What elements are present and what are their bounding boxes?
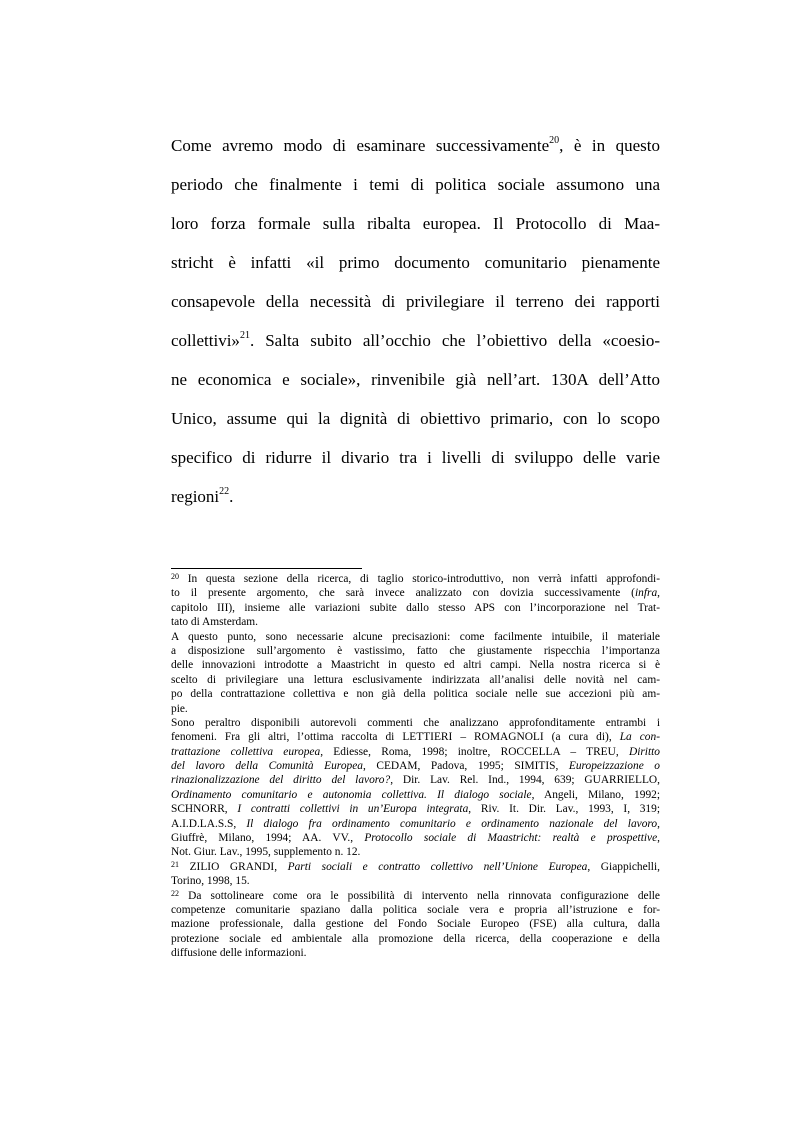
paragraph-line: Unico, assume qui la dignità di obiettivo primario, con lo scopo (171, 409, 660, 428)
footnote-20-line: del lavoro della Comunità Europea, CEDAM, Padova, 1995; SIMITIS, Europeizzazione o (171, 760, 661, 773)
footnote-20-line: delle innovazioni introdotte a Maastricht in questo ed altri campi. Nella nostra ricerca si è (171, 659, 660, 672)
footnote-20-line: po della contrattazione collettiva e non già della politica sociale nelle sue accezioni più am- (171, 688, 660, 701)
footnote-20-line: Sono peraltro disponibili autorevoli commenti che analizzano approfonditamente entrambi i (171, 716, 660, 729)
footnote-22-line: mazione professionale, dalla gestione del Fondo Sociale Europeo (FSE) alla cultura, dalla (171, 918, 660, 931)
footnote-20-line: capitolo III), insieme alle variazioni subite dallo stesso APS con l’incorporazione nel Trat- (171, 601, 660, 614)
paragraph-line: loro forza formale sulla ribalta europea. Il Protocollo di Maa- (171, 214, 660, 233)
footnote-20-line: A questo punto, sono necessarie alcune precisazioni: come facilmente intuibile, il materiale (171, 630, 660, 643)
footnote-ref-20[interactable]: 20 (549, 135, 560, 146)
footnote-22-line: competenze comunitarie spaziano dalla politica sociale vera e propria all’istruzione e for- (171, 903, 660, 916)
footnote-20-line: SCHNORR, I contratti collettivi in un’Europa integrata, Riv. It. Dir. Lav., 1993, I, 319; (171, 803, 660, 816)
footnote-20-line: $^{20}$ In questa sezione della ricerca, di taglio storico-introduttivo, non verrà infatti approfondi- (171, 572, 660, 585)
footnote-separator (171, 568, 362, 569)
footnote-20-line: A.I.D.LA.S.S, Il dialogo fra ordinamento comunitario e ordinamento nazionale del lavoro, (171, 817, 660, 830)
footnote-number-21: 21 (171, 859, 179, 869)
footnote-21-line: $^{21}$ ZILIO GRANDI, Parti sociali e contratto collettivo nell’Unione Europea, Giappichelli, (171, 859, 660, 873)
footnote-ref-21[interactable]: 21 (239, 330, 250, 341)
footnote-20-line: scelto di privilegiare una lettura esclusivamente indirizzata all’analisi delle novità nel cam- (171, 673, 660, 686)
footnotes-section (171, 572, 660, 961)
footnote-ref-22[interactable]: 22 (219, 486, 230, 497)
paragraph-line: specifico di ridurre il divario tra i livelli di sviluppo delle varie (171, 448, 660, 467)
footnote-20-line: Ordinamento comunitario e autonomia collettiva. Il dialogo sociale, Angeli, Milano, 1992; (171, 788, 660, 801)
paragraph-line: Come avremo modo di esaminare successivamente$^{20}$, è in questo (171, 135, 660, 155)
footnote-number-20: 20 (171, 572, 179, 581)
main-paragraph (171, 126, 660, 516)
footnote-20-line: to il presente argomento, che sarà invece analizzato con dovizia successivamente (infra, (171, 587, 660, 600)
footnote-20-line: a disposizione sull’argomento è vastissimo, fatto che giustamente rispecchia l’importanza (171, 644, 660, 657)
footnote-22-line: $^{22}$ Da sottolineare come ora le possibilità di intervento nella rinnovata configurazione delle (171, 888, 660, 902)
paragraph-line: collettivi»$^{21}$. Salta subito all’occhio che l’obiettivo della «coesio- (171, 330, 660, 350)
paragraph-line: ne economica e sociale», rinvenibile già nell’art. 130A dell’Atto (171, 370, 660, 389)
footnote-22-line: protezione sociale ed ambientale alla promozione della ricerca, della cooperazione e della (171, 932, 660, 945)
footnote-20-line: Giuffrè, Milano, 1994; AA. VV., Protocollo sociale di Maastricht: realtà e prospettive, (171, 832, 660, 845)
footnote-number-22: 22 (171, 888, 179, 898)
footnote-20-line: Not. Giur. Lav., 1995, supplemento n. 12. (171, 846, 361, 859)
paragraph-line: stricht è infatti «il primo documento comunitario pienamente (171, 253, 660, 272)
footnote-20-line: rinazionalizzazione del diritto del lavoro?, Dir. Lav. Rel. Ind., 1994, 639; GUARRIELLO, (171, 774, 660, 787)
paragraph-line: consapevole della necessità di privilegiare il terreno dei rapporti (171, 292, 660, 311)
footnote-21-line: Torino, 1998, 15. (171, 875, 250, 888)
paragraph-line: regioni$^{22}$. (171, 486, 234, 506)
paragraph-line: periodo che finalmente i temi di politica sociale assumono una (171, 175, 660, 194)
footnote-20-line: fenomeni. Fra gli altri, l’ottima raccolta di LETTIERI – ROMAGNOLI (a cura di), La con- (171, 731, 660, 744)
footnote-20-line: trattazione collettiva europea, Ediesse, Roma, 1998; inoltre, ROCCELLA – TREU, Diritto (171, 745, 660, 758)
footnote-20-line: pie. (171, 702, 188, 715)
footnote-22-line: diffusione delle informazioni. (171, 947, 307, 960)
footnote-20-line: tato di Amsterdam. (171, 616, 258, 629)
